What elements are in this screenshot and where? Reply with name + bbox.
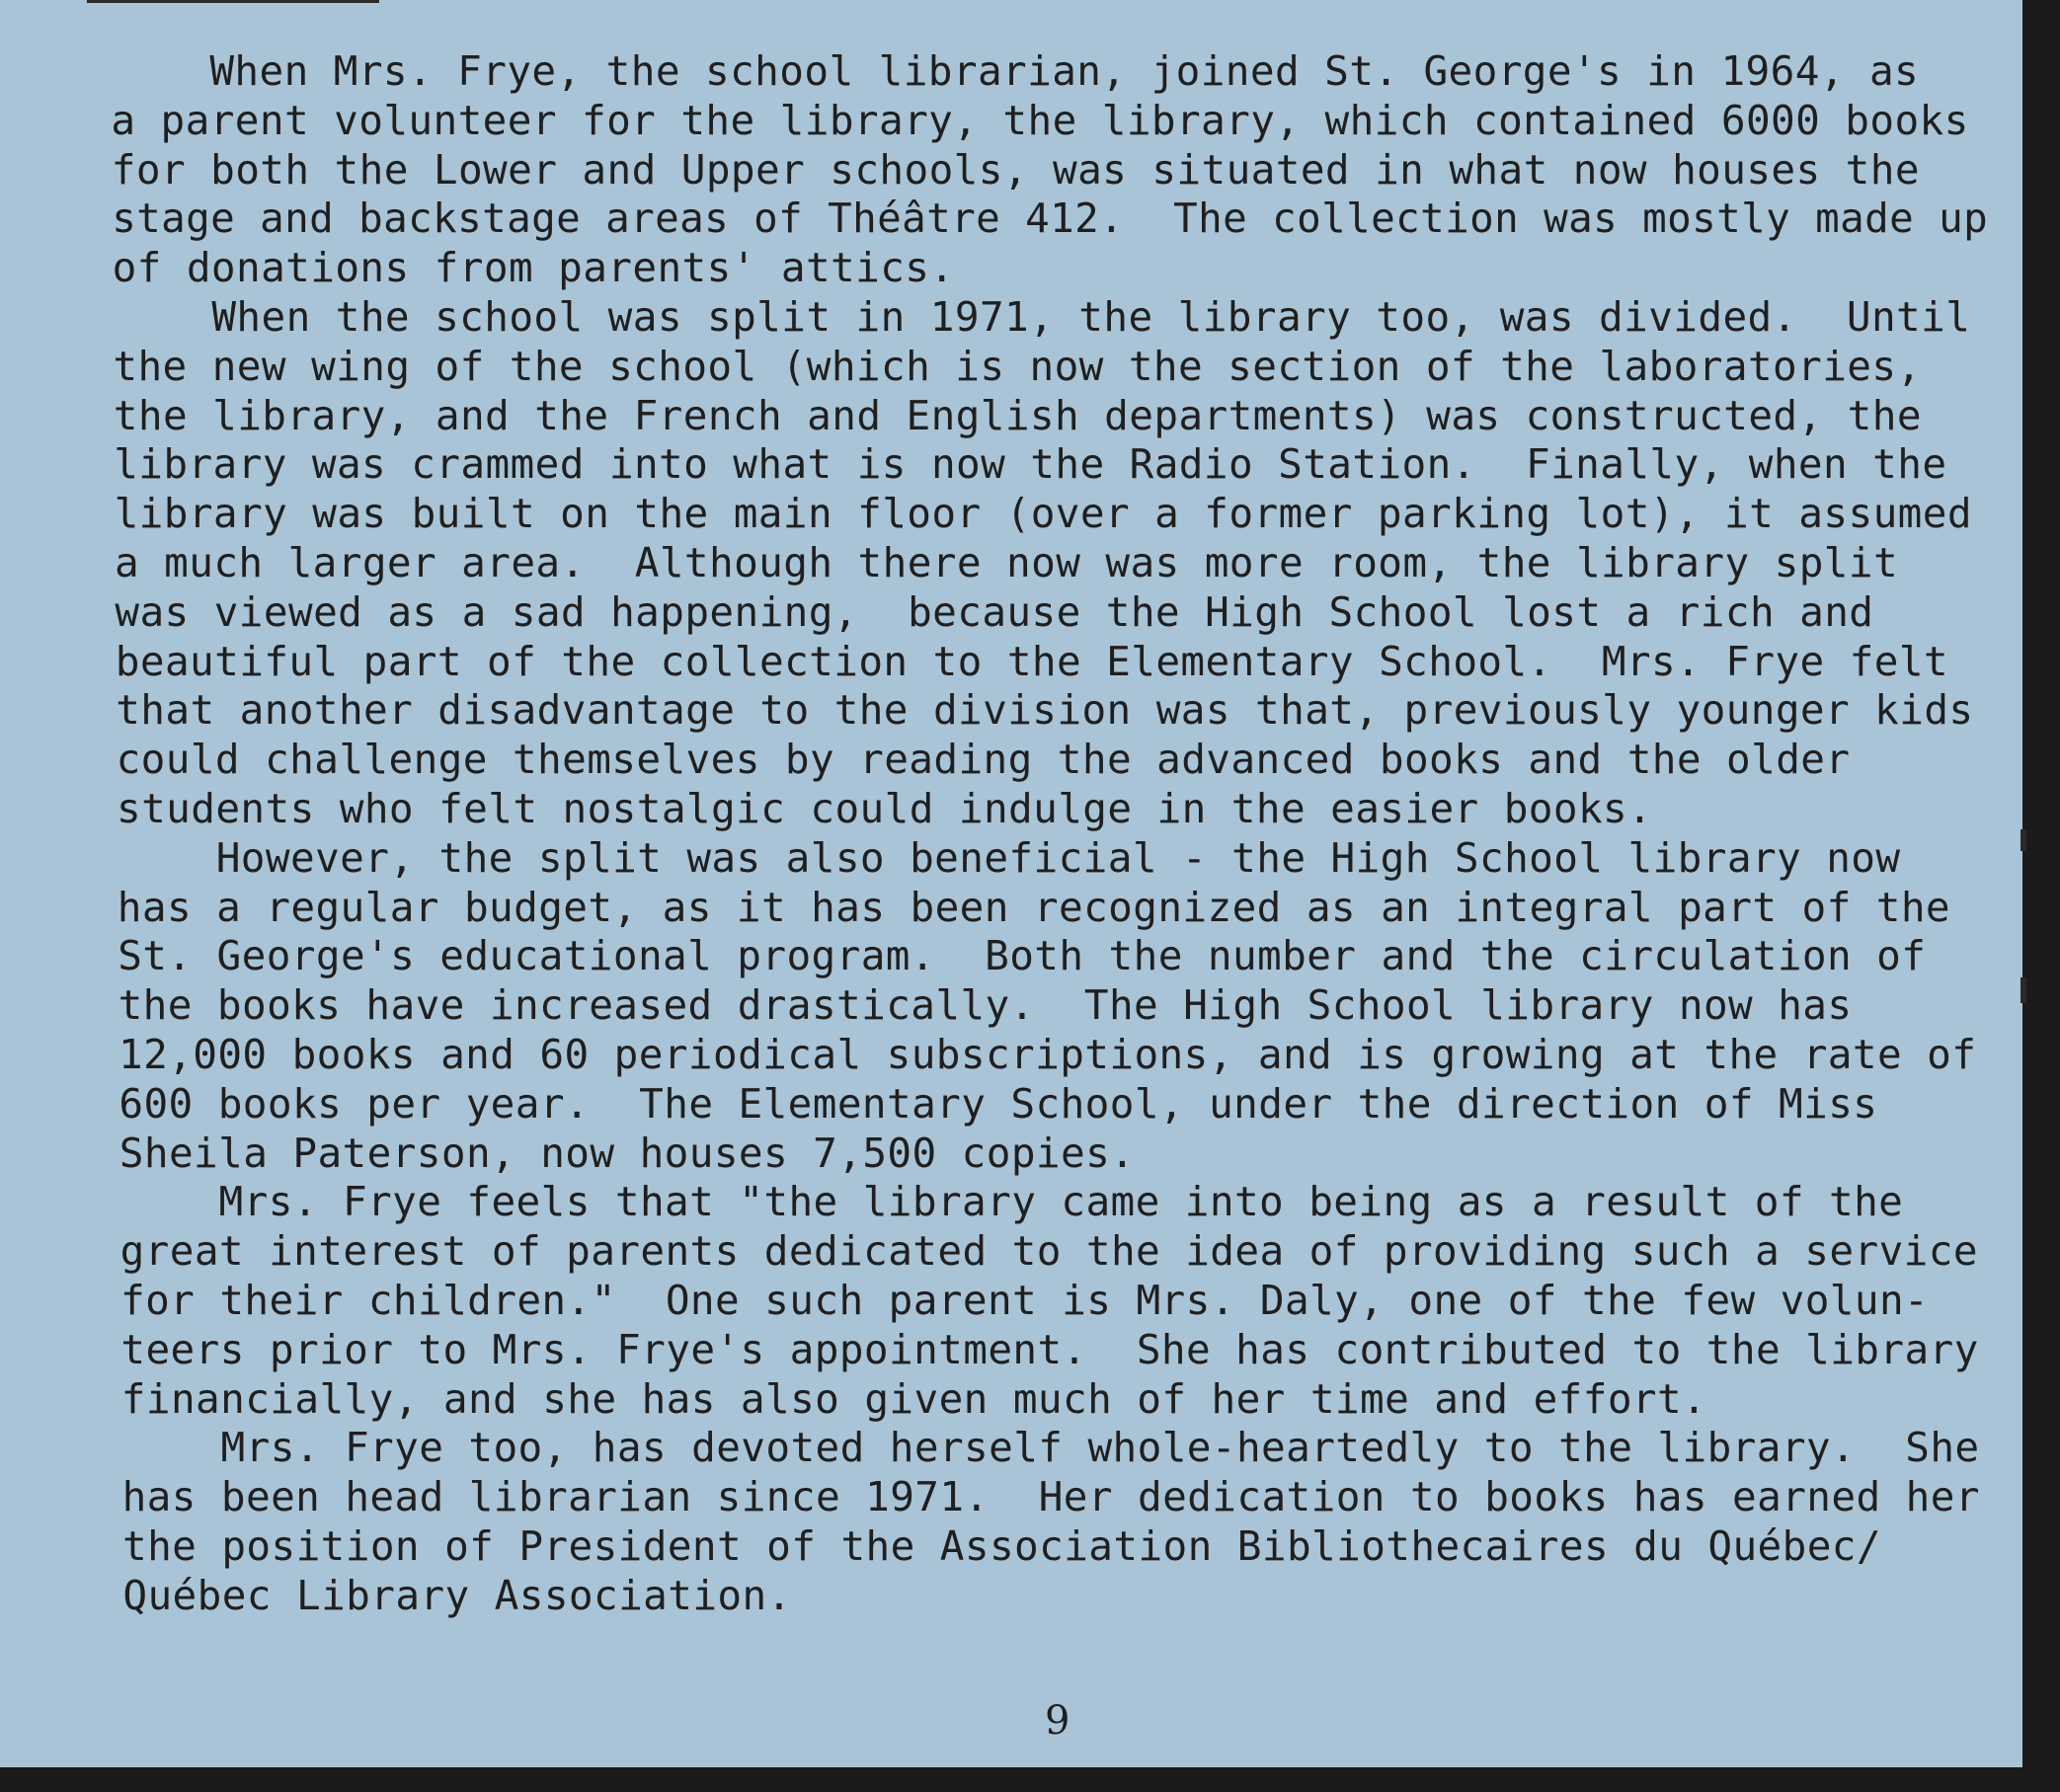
text-line: library was built on the main floor (over a former parking lot), it assumed — [114, 490, 1972, 538]
text-line: Sheila Paterson, now houses 7,500 copies. — [119, 1129, 1136, 1177]
text-line: for both the Lower and Upper schools, was situated in what now houses the — [111, 145, 1920, 194]
text-line: Québec Library Association. — [122, 1571, 792, 1619]
edge-mark — [2020, 977, 2026, 1003]
text-line: that another disadvantage to the division was that, previously younger kids — [116, 686, 1974, 735]
text-line: has a regular budget, as it has been recognized as an integral part of the — [117, 883, 1951, 931]
text-line: beautiful part of the collection to the Elementary School. Mrs. Frye felt — [115, 637, 1949, 685]
text-line: library was crammed into what is now the Radio Station. Finally, when the — [114, 440, 1947, 489]
text-line: When the school was split in 1971, the library too, was divided. Until — [113, 293, 1971, 341]
text-line: the new wing of the school (which is now the section of the laboratories, — [113, 342, 1922, 390]
text-line: the position of President of the Association Bibliothecaires du Québec/ — [122, 1522, 1881, 1570]
top-rule — [87, 0, 379, 3]
text-line: teers prior to Mrs. Frye's appointment. She has contributed to the library — [120, 1325, 1979, 1373]
text-line: for their children." One such parent is Mrs. Daly, one of the few volun- — [120, 1277, 1930, 1324]
text-line: Mrs. Frye feels that "the library came into being as a result of the — [119, 1178, 1904, 1226]
text-line: the books have increased drastically. The High School library now has — [118, 981, 1853, 1030]
text-line: However, the split was also beneficial - the High School library now — [117, 833, 1901, 882]
text-line: the library, and the French and English departments) was constructed, the — [113, 391, 1922, 439]
text-line: was viewed as a sad happening, because the High School lost a rich and — [115, 587, 1874, 636]
text-line: St. George's educational program. Both the number and the circulation of — [118, 932, 1927, 980]
text-line: When Mrs. Frye, the school librarian, joined St. George's in 1964, as — [111, 47, 1920, 95]
text-line: has been head librarian since 1971. Her dedication to books has earned her — [121, 1473, 1980, 1521]
text-line: great interest of parents dedicated to the idea of providing such a service — [119, 1227, 1978, 1276]
text-line: 12,000 books and 60 periodical subscriptions, and is growing at the rate of — [119, 1031, 1977, 1078]
text-line: students who felt nostalgic could indulge in the easier books. — [117, 785, 1653, 832]
text-line: financially, and she has also given much of her time and effort. — [120, 1374, 1707, 1423]
text-line: 600 books per year. The Elementary School, under the direction of Miss — [119, 1079, 1878, 1128]
text-line: Mrs. Frye too, has devoted herself whole-heartedly to the library. She — [121, 1424, 1980, 1472]
text-line: stage and backstage areas of Théâtre 412. The collection was mostly made up — [112, 195, 1989, 243]
text-line: of donations from parents' attics. — [112, 244, 955, 292]
page-number: 9 — [1045, 1698, 1070, 1744]
edge-mark — [2020, 829, 2026, 851]
text-line: could challenge themselves by reading the advanced books and the older — [116, 736, 1851, 784]
text-line: a parent volunteer for the library, the library, which contained 6000 books — [111, 96, 1969, 144]
text-line: a much larger area. Although there now was more room, the library split — [115, 539, 1899, 586]
